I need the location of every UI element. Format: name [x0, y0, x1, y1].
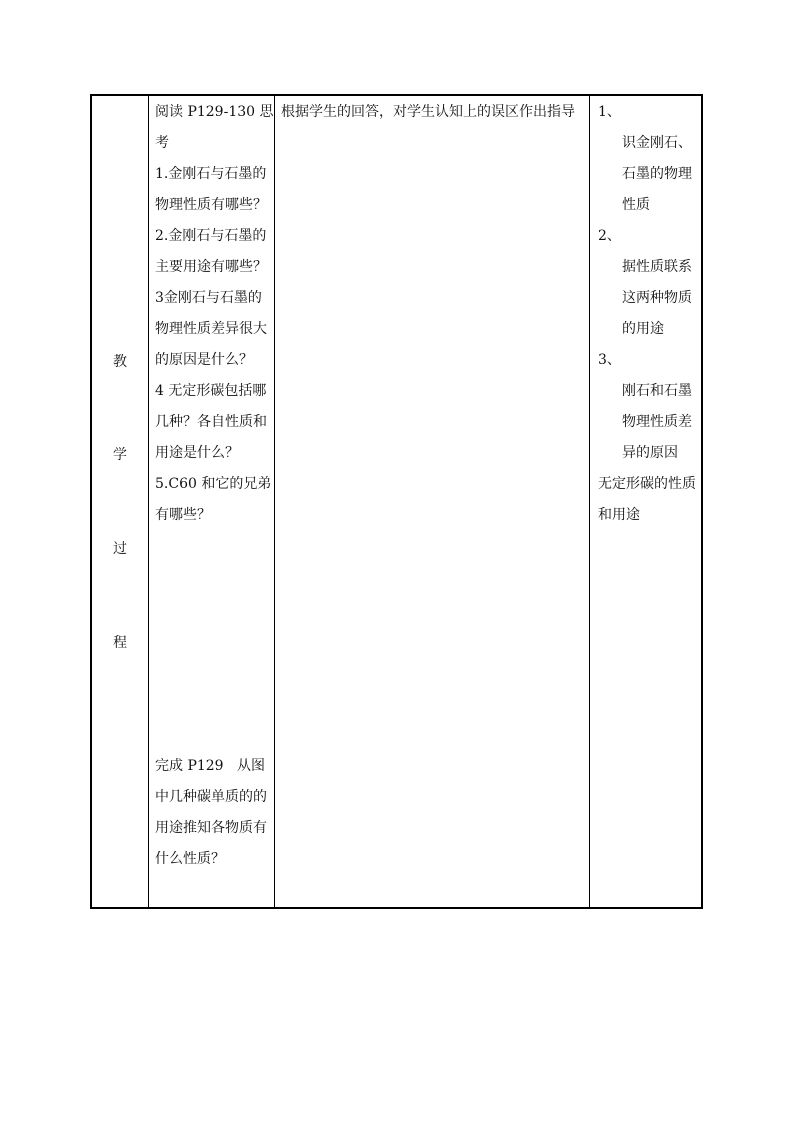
text-line: 性质 — [622, 197, 650, 213]
student-activity-cell — [149, 96, 275, 907]
section-label-cell — [92, 96, 149, 907]
text-line: 1.金刚石与石墨的 — [155, 166, 267, 182]
text-line: 物理性质差异很大 — [155, 321, 267, 337]
design-intent-list — [590, 97, 701, 531]
text-line: 识金刚石、 — [622, 135, 692, 151]
text-line: 用途推知各物质有 — [155, 820, 267, 836]
text-line: 用途是什么？ — [155, 445, 239, 461]
section-label-char: 程 — [113, 635, 127, 651]
teacher-guidance — [275, 97, 589, 128]
text-line: 的原因是什么？ — [155, 352, 253, 368]
section-label-char: 学 — [113, 447, 127, 463]
text-line: 物理性质有哪些？ — [155, 197, 267, 213]
text-line: 考 — [155, 135, 169, 151]
text-line: 主要用途有哪些？ — [155, 259, 267, 275]
task-prompt — [149, 751, 274, 875]
text-line: 和用途 — [598, 507, 640, 523]
text-line: 阅读 P129-130 思 — [155, 104, 274, 120]
reading-questions — [149, 97, 274, 531]
text-line: 刚石和石墨 — [622, 383, 692, 399]
text-line: 中几种碳单质的的 — [155, 789, 267, 805]
text-line: 物理性质差 — [622, 414, 692, 430]
section-label-char: 教 — [113, 354, 127, 370]
text-line: 石墨的物理 — [622, 166, 692, 182]
lesson-plan-table — [90, 94, 703, 909]
text-line: 几种？各自性质和 — [155, 414, 267, 430]
text-line: 根据学生的回答，对学生认知上的误区作出指导 — [281, 104, 575, 120]
text-line: 5.C60 和它的兄弟 — [155, 476, 272, 492]
list-number: 3、 — [598, 352, 621, 368]
teacher-activity-cell — [275, 96, 590, 907]
design-intent-cell — [590, 96, 701, 907]
text-line: 据性质联系 — [622, 259, 692, 275]
text-line: 完成 P129 从图 — [155, 758, 265, 774]
text-line: 2.金刚石与石墨的 — [155, 228, 267, 244]
text-line: 无定形碳的性质 — [598, 476, 696, 492]
text-line: 什么性质？ — [155, 851, 225, 867]
text-line: 异的原因 — [622, 445, 678, 461]
section-label-char: 过 — [113, 541, 127, 557]
text-line: 这两种物质 — [622, 290, 692, 306]
text-line: 的用途 — [622, 321, 664, 337]
list-number: 1、 — [598, 104, 621, 120]
text-line: 有哪些？ — [155, 507, 211, 523]
text-line: 4 无定形碳包括哪 — [155, 383, 267, 399]
list-number: 2、 — [598, 228, 621, 244]
text-line: 3金刚石与石墨的 — [155, 290, 262, 306]
